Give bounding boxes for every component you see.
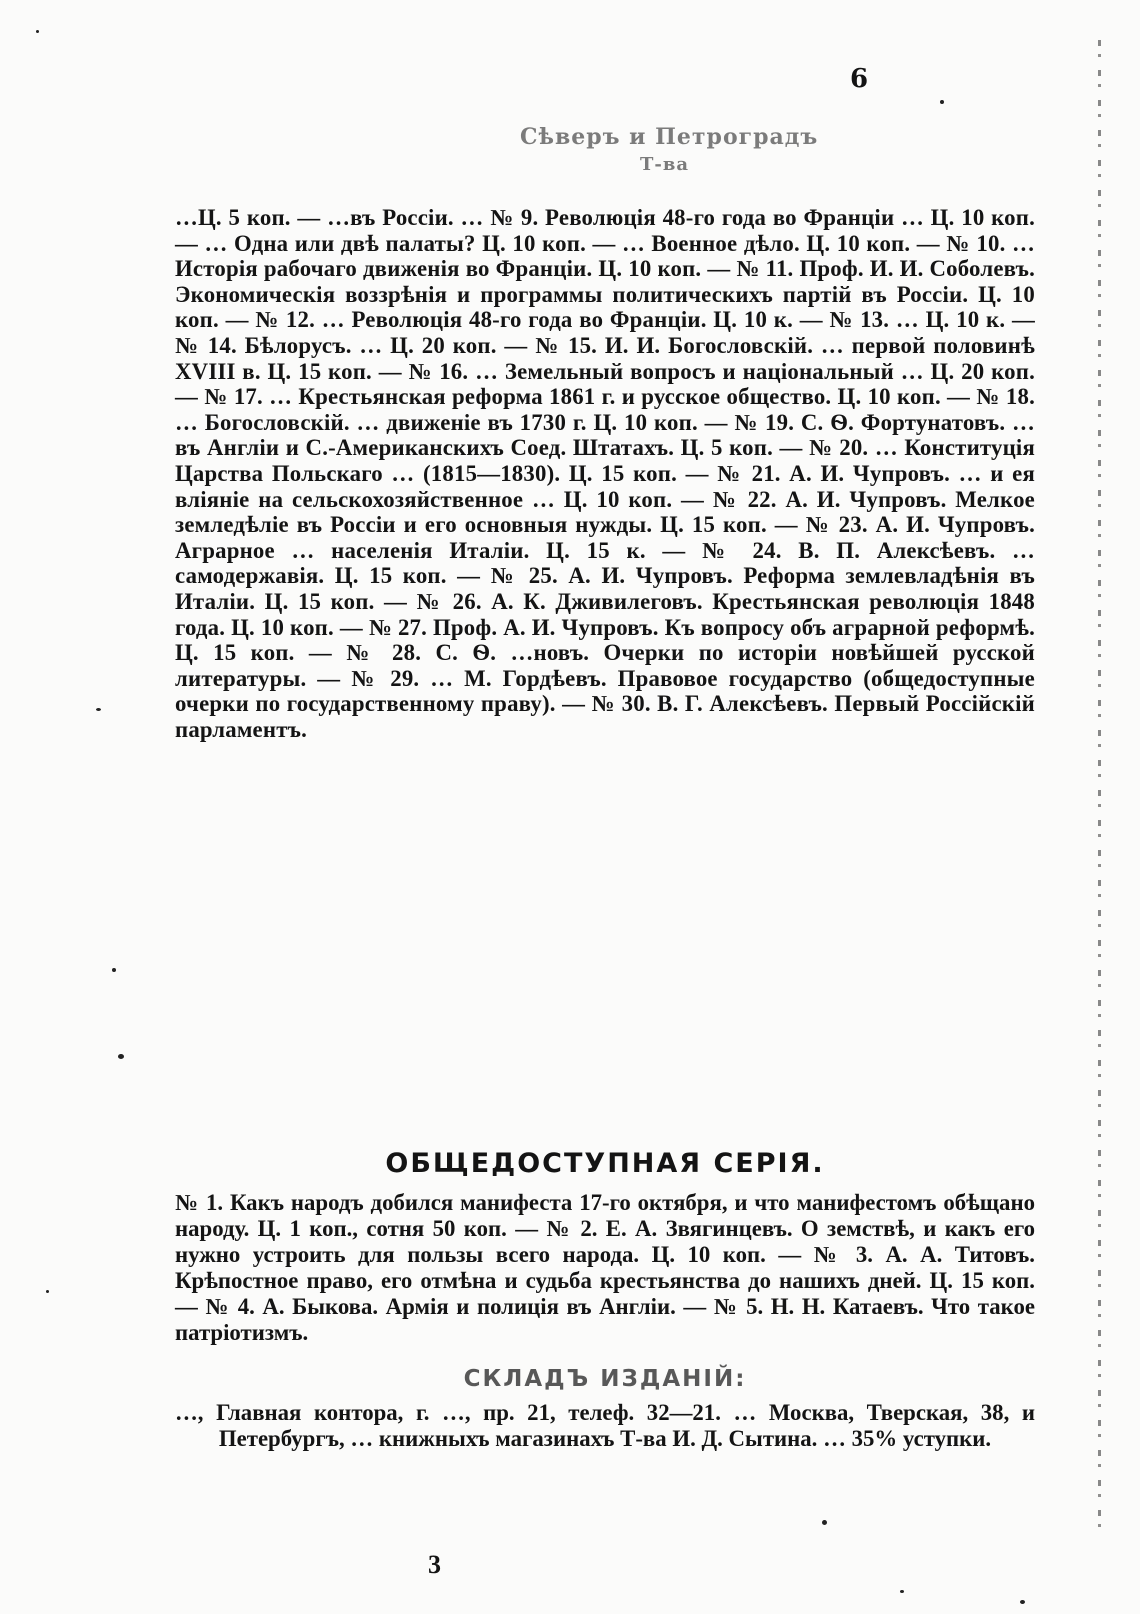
- scan-speck: [940, 100, 944, 104]
- warehouse-text: …, Главная контора, г. …, пр. 21, телеф. 32—21. … Москва, Тверская, 38, и Петербургъ, … книжныхъ магазинахъ Т-ва И. Д. Сытина. … 35% уступки.: [175, 1400, 1035, 1451]
- header-publisher: Сѣверъ и Петроградъ: [520, 124, 819, 150]
- header-company: Т-ва: [640, 154, 690, 175]
- popular-series-title: ОБЩЕДОСТУПНАЯ СЕРІЯ.: [385, 1148, 825, 1179]
- scan-speck: [900, 1590, 904, 1593]
- page-number: 3: [428, 1550, 441, 1579]
- popular-series-list: № 1. Какъ народъ добился манифеста 17-го октября, и что манифестомъ обѣщано народу. Ц. 1 коп., сотня 50 коп. — № 2. Е. А. Звягинцевъ. О земствѣ, и какъ его нужно устроить для пользы всего народа. Ц. 10 коп. — № 3. А. А. Титовъ. Крѣпостное право, его отмѣна и судьба крестьянства до нашихъ дней. Ц. 15 коп. — № 4. А. Быкова. Армія и полиція въ Англіи. — № 5. Н. Н. Катаевъ. Что такое патріотизмъ.: [175, 1190, 1035, 1345]
- scan-speck: [36, 30, 39, 33]
- warehouse-title: СКЛАДЪ ИЗДАНІЙ:: [463, 1366, 747, 1392]
- scan-speck: [1020, 1600, 1025, 1604]
- scan-speck: [96, 708, 101, 711]
- page-edge: [1098, 40, 1101, 1540]
- scan-speck: [112, 968, 116, 972]
- header-mark: 6: [850, 64, 875, 94]
- catalogue-list: …Ц. 5 коп. — …въ Россіи. … № 9. Революція 48-го года во Франціи … Ц. 10 коп. — … Одна или двѣ палаты? Ц. 10 коп. — … Военное дѣло. Ц. 10 коп. — № 10. … Исторія рабочаго движенія во Франціи. Ц. 10 коп. — № 11. Проф. И. И. Соболевъ. Экономическія воззрѣнія и программы политическихъ партій въ Россіи. Ц. 10 коп. — № 12. … Революція 48-го года во Франціи. Ц. 10 к. — № 13. … Ц. 10 к. — № 14. Бѣлорусъ. … Ц. 20 коп. — № 15. И. И. Богословскій. … первой половинѣ XVIII в. Ц. 15 коп. — № 16. … Земельный вопросъ и національный … Ц. 20 коп. — № 17. … Крестьянская реформа 1861 г. и русское общество. Ц. 10 коп. — № 18. … Богословскій. … движеніе въ 1730 г. Ц. 10 коп. — № 19. С. Ѳ. Фортунатовъ. … въ Англіи и С.-Американскихъ Соед. Штатахъ. Ц. 5 коп. — № 20. … Конституція Царства Польскаго … (1815—1830). Ц. 15 коп. — № 21. А. И. Чупровъ. … и ея вліяніе на сельскохозяйственное … Ц. 10 коп. — № 22. А. И. Чупровъ. Мелкое земледѣліе въ Россіи и его основныя нужды. Ц. 15 коп. — № 23. А. И. Чупровъ. Аграрное … населенія Италіи. Ц. 15 к. — № 24. В. П. Алексѣевъ. … самодержавія. Ц. 15 коп. — № 25. А. И. Чупровъ. Реформа землевладѣнія въ Италіи. Ц. 15 коп. — № 26. А. К. Дживилеговъ. Крестьянская революція 1848 года. Ц. 10 коп. — № 27. Проф. А. И. Чупровъ. Къ вопросу объ аграрной реформѣ. Ц. 15 коп. — № 28. С. Ѳ. …новъ. Очерки по исторіи новѣйшей русской литературы. — № 29. … М. Гордѣевъ. Правовое государство (общедоступные очерки по государственному праву). — № 30. В. Г. Алексѣевъ. Первый Россійскій парламентъ.: [175, 205, 1035, 742]
- scan-speck: [46, 1290, 49, 1293]
- scan-speck: [822, 1520, 827, 1525]
- scan-speck: [118, 1054, 124, 1059]
